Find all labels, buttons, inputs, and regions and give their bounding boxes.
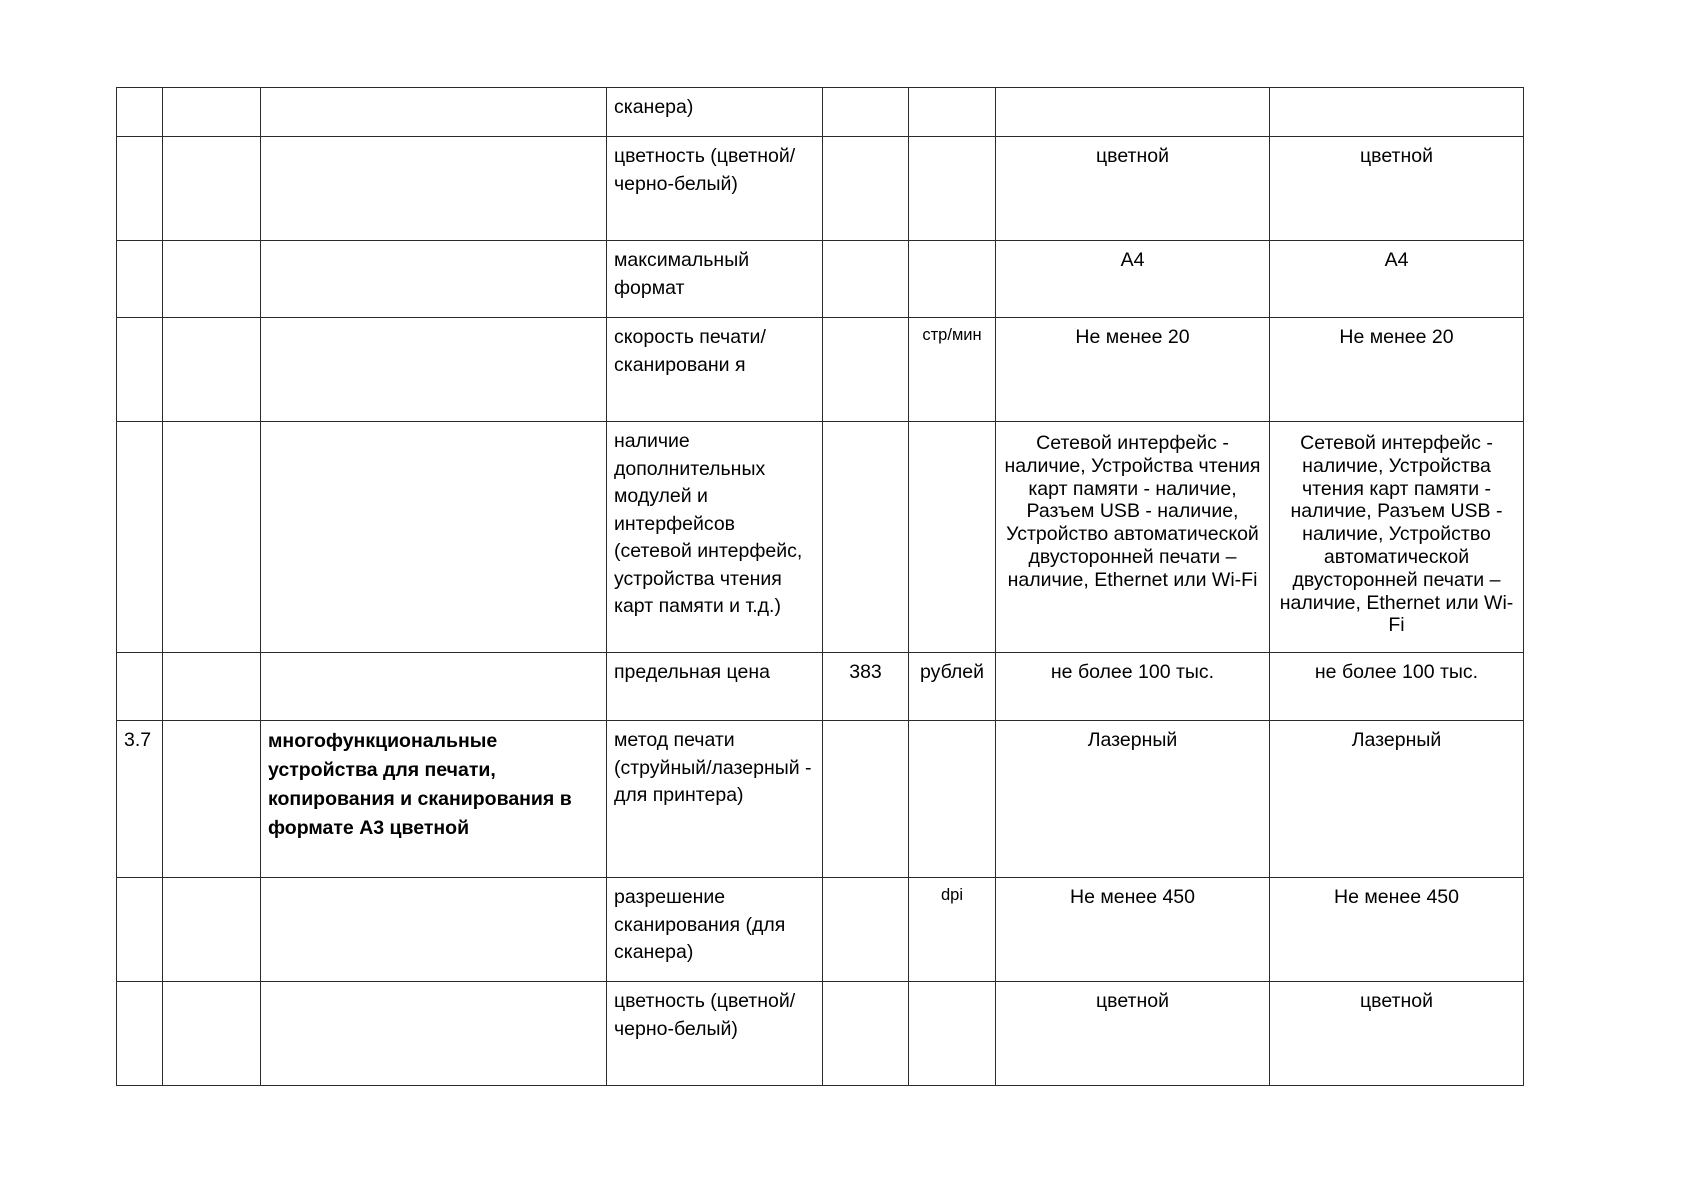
product-name (261, 241, 607, 318)
value-column-1: Не менее 450 (996, 878, 1270, 982)
row-code (163, 878, 261, 982)
value-column-1: Лазерный (996, 721, 1270, 878)
value-column-2 (1270, 88, 1524, 137)
row-number (117, 982, 163, 1086)
row-number (117, 653, 163, 721)
unit-name (909, 422, 996, 653)
unit-name: dpi (909, 878, 996, 982)
row-code (163, 653, 261, 721)
characteristic: метод печати (струйный/лазерный - для принтера) (607, 721, 823, 878)
characteristic: цветность (цветной/черно-белый) (607, 137, 823, 241)
value-column-1 (996, 88, 1270, 137)
characteristic: цветность (цветной/черно-белый) (607, 982, 823, 1086)
product-name (261, 653, 607, 721)
value-column-1: цветной (996, 137, 1270, 241)
value-column-2: Не менее 20 (1270, 318, 1524, 422)
product-name (261, 88, 607, 137)
table-row (117, 318, 1524, 422)
spec-table (116, 87, 1524, 1086)
value-column-1: цветной (996, 982, 1270, 1086)
value-column-2: Лазерный (1270, 721, 1524, 878)
unit-code (823, 318, 909, 422)
unit-name: рублей (909, 653, 996, 721)
characteristic: наличие дополнительных модулей и интерфейсов (сетевой интерфейс, устройства чтения карт памяти и т.д.) (607, 422, 823, 653)
unit-name (909, 137, 996, 241)
table-row (117, 422, 1524, 653)
row-code (163, 318, 261, 422)
characteristic: скорость печати/сканировани я (607, 318, 823, 422)
product-name (261, 318, 607, 422)
row-code (163, 241, 261, 318)
table-row (117, 241, 1524, 318)
table-row (117, 721, 1524, 878)
unit-name (909, 721, 996, 878)
value-column-2: Не менее 450 (1270, 878, 1524, 982)
row-number (117, 422, 163, 653)
product-name: многофункциональные устройства для печати, копирования и сканирования в формате А3 цветной (261, 721, 607, 878)
row-number (117, 878, 163, 982)
characteristic: сканера) (607, 88, 823, 137)
unit-code (823, 982, 909, 1086)
unit-code: 383 (823, 653, 909, 721)
table-row (117, 88, 1524, 137)
unit-code (823, 422, 909, 653)
value-column-2: А4 (1270, 241, 1524, 318)
product-name (261, 878, 607, 982)
row-number (117, 241, 163, 318)
characteristic: разрешение сканирования (для сканера) (607, 878, 823, 982)
unit-name (909, 88, 996, 137)
unit-code (823, 721, 909, 878)
row-code (163, 137, 261, 241)
unit-name (909, 241, 996, 318)
row-code (163, 721, 261, 878)
row-number (117, 318, 163, 422)
value-column-1: Не менее 20 (996, 318, 1270, 422)
value-column-2: не более 100 тыс. (1270, 653, 1524, 721)
value-column-2: цветной (1270, 137, 1524, 241)
product-name (261, 982, 607, 1086)
row-code (163, 982, 261, 1086)
table-row (117, 878, 1524, 982)
value-column-2: Сетевой интерфейс - наличие, Устройства чтения карт памяти - наличие, Разъем USB - наличие, Устройство автоматической двусторонней печати – наличие, Ethernet или Wi-Fi (1270, 422, 1524, 653)
value-column-1: А4 (996, 241, 1270, 318)
row-code (163, 88, 261, 137)
unit-code (823, 878, 909, 982)
value-column-1: Сетевой интерфейс - наличие, Устройства чтения карт памяти - наличие, Разъем USB - наличие, Устройство автоматической двусторонней печати – наличие, Ethernet или Wi-Fi (996, 422, 1270, 653)
characteristic: максимальный формат (607, 241, 823, 318)
product-name (261, 137, 607, 241)
characteristic: предельная цена (607, 653, 823, 721)
unit-code (823, 88, 909, 137)
value-column-1: не более 100 тыс. (996, 653, 1270, 721)
unit-name: стр/мин (909, 318, 996, 422)
unit-name (909, 982, 996, 1086)
unit-code (823, 241, 909, 318)
table-row (117, 982, 1524, 1086)
value-column-2: цветной (1270, 982, 1524, 1086)
table-row (117, 653, 1524, 721)
product-name (261, 422, 607, 653)
row-number (117, 88, 163, 137)
row-number: 3.7 (117, 721, 163, 878)
unit-code (823, 137, 909, 241)
row-code (163, 422, 261, 653)
table-row (117, 137, 1524, 241)
row-number (117, 137, 163, 241)
